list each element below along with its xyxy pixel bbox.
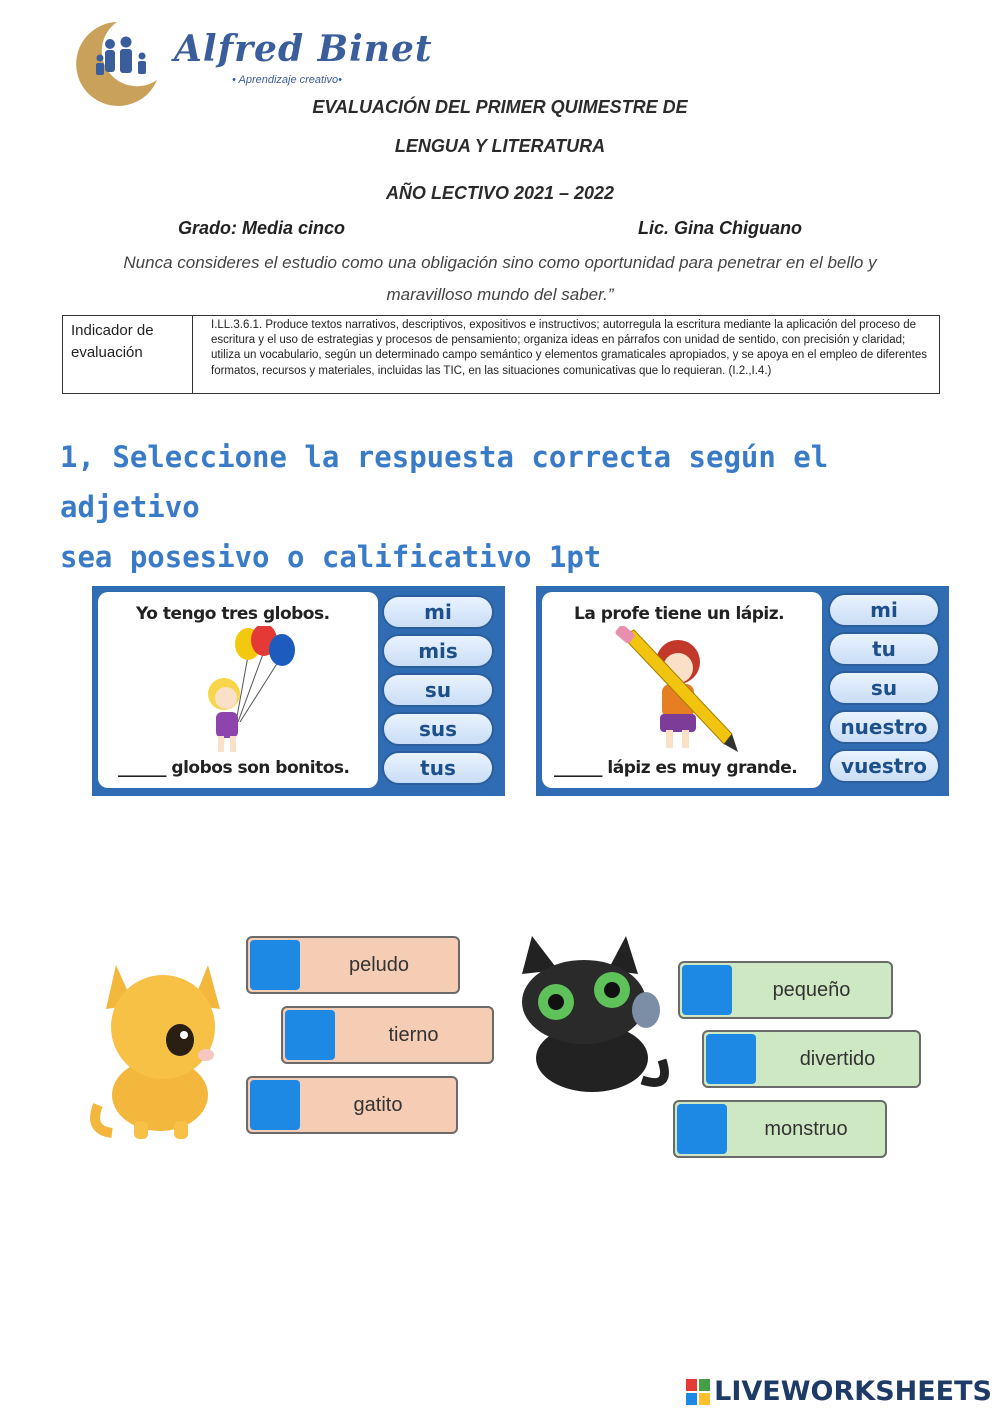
question-line-2: sea posesivo o calificativo 1pt: [60, 540, 602, 574]
school-logo: [62, 18, 442, 108]
adjective-label: pequeño: [772, 978, 851, 1001]
checkbox[interactable]: [677, 1104, 727, 1154]
card-2-option-vuestro[interactable]: vuestro: [828, 749, 940, 783]
checkbox[interactable]: [706, 1034, 756, 1084]
card-1-top-sentence: Yo tengo tres globos.: [136, 604, 330, 624]
adjective-option-tierno[interactable]: [281, 1006, 494, 1064]
brand-tagline: • Aprendizaje creativo•: [232, 74, 343, 86]
adjective-option-peludo[interactable]: [246, 936, 460, 994]
card-2-option-nuestro[interactable]: nuestro: [828, 710, 940, 744]
checkbox[interactable]: [250, 940, 300, 990]
kitten-image: [88, 945, 238, 1145]
card-1-option-mi[interactable]: mi: [382, 595, 494, 629]
lw-badge-icon: [686, 1379, 710, 1405]
grade-label: Grado: Media cinco: [178, 218, 346, 238]
card-1-option-mis[interactable]: mis: [382, 634, 494, 668]
indicator-table: [62, 315, 940, 394]
pencil-activity-card: [536, 586, 949, 796]
indicator-label: Indicador de evaluación: [63, 316, 193, 393]
liveworksheets-logo: [686, 1376, 992, 1407]
card-2-top-sentence: La profe tiene un lápiz.: [574, 604, 785, 624]
card-2-panel: [542, 592, 822, 788]
adjective-label: tierno: [388, 1023, 439, 1046]
adjective-label: divertido: [799, 1047, 876, 1070]
school-year: AÑO LECTIVO 2021 – 2022: [385, 183, 615, 203]
adjective-label: monstruo: [764, 1117, 848, 1140]
girl-with-balloons-icon: [178, 626, 318, 756]
card-1-bottom-sentence: ______ globos son bonitos.: [118, 758, 350, 778]
teacher-with-pencil-icon: [612, 626, 742, 756]
card-1-option-sus[interactable]: sus: [382, 712, 494, 746]
exam-title-line1: EVALUACIÓN DEL PRIMER QUIMESTRE DE: [312, 97, 688, 117]
question-line-1: 1, Seleccione la respuesta correcta según el adjetivo: [60, 440, 829, 524]
adjective-option-pequeno[interactable]: [678, 961, 893, 1019]
quote: [60, 247, 940, 311]
card-2-option-tu[interactable]: tu: [828, 632, 940, 666]
balloon-activity-card: [92, 586, 505, 796]
moon-family-icon: [62, 18, 172, 108]
checkbox[interactable]: [285, 1010, 335, 1060]
quote-line-1: Nunca consideres el estudio como una obligación sino como oportunidad para penetrar en el bello y: [123, 253, 877, 272]
teacher-name: Lic. Gina Chiguano: [638, 218, 803, 238]
exam-title-line2: LENGUA Y LITERATURA: [394, 136, 606, 156]
card-2-option-mi[interactable]: mi: [828, 593, 940, 627]
question-title: [60, 432, 950, 582]
card-1-option-su[interactable]: su: [382, 673, 494, 707]
liveworksheets-text: LIVEWORKSHEETS: [714, 1376, 992, 1407]
adjective-label: gatito: [353, 1093, 403, 1116]
checkbox[interactable]: [250, 1080, 300, 1130]
adjective-option-monstruo[interactable]: [673, 1100, 887, 1158]
adjective-option-gatito[interactable]: [246, 1076, 458, 1134]
card-1-panel: [98, 592, 378, 788]
checkbox[interactable]: [682, 965, 732, 1015]
brand-name: Alfred Binet: [174, 28, 433, 70]
quote-line-2: maravilloso mundo del saber.”: [386, 285, 614, 304]
card-1-option-tus[interactable]: tus: [382, 751, 494, 785]
card-2-bottom-sentence: ______ lápiz es muy grande.: [554, 758, 798, 778]
dragon-image: [512, 930, 682, 1100]
adjective-label: peludo: [348, 953, 410, 976]
indicator-text: I.LL.3.6.1. Produce textos narrativos, descriptivos, expositivos e instructivos; autorregula la escritura mediante la aplicación del proceso de escritura y el uso de estrategias y procesos de pensamiento; organiza ideas en párrafos con unidad de sentido, con precisión y claridad; utiliza un vocabulario, según un determinado campo semántico y elementos gramaticales apropiados, y se apoya en el empleo de diferentes formatos, recursos y materiales, incluidas las TIC, en las situaciones comunicativas que lo requieran. (I.2.,I.4.): [211, 319, 927, 377]
card-2-option-su[interactable]: su: [828, 671, 940, 705]
adjective-option-divertido[interactable]: [702, 1030, 921, 1088]
